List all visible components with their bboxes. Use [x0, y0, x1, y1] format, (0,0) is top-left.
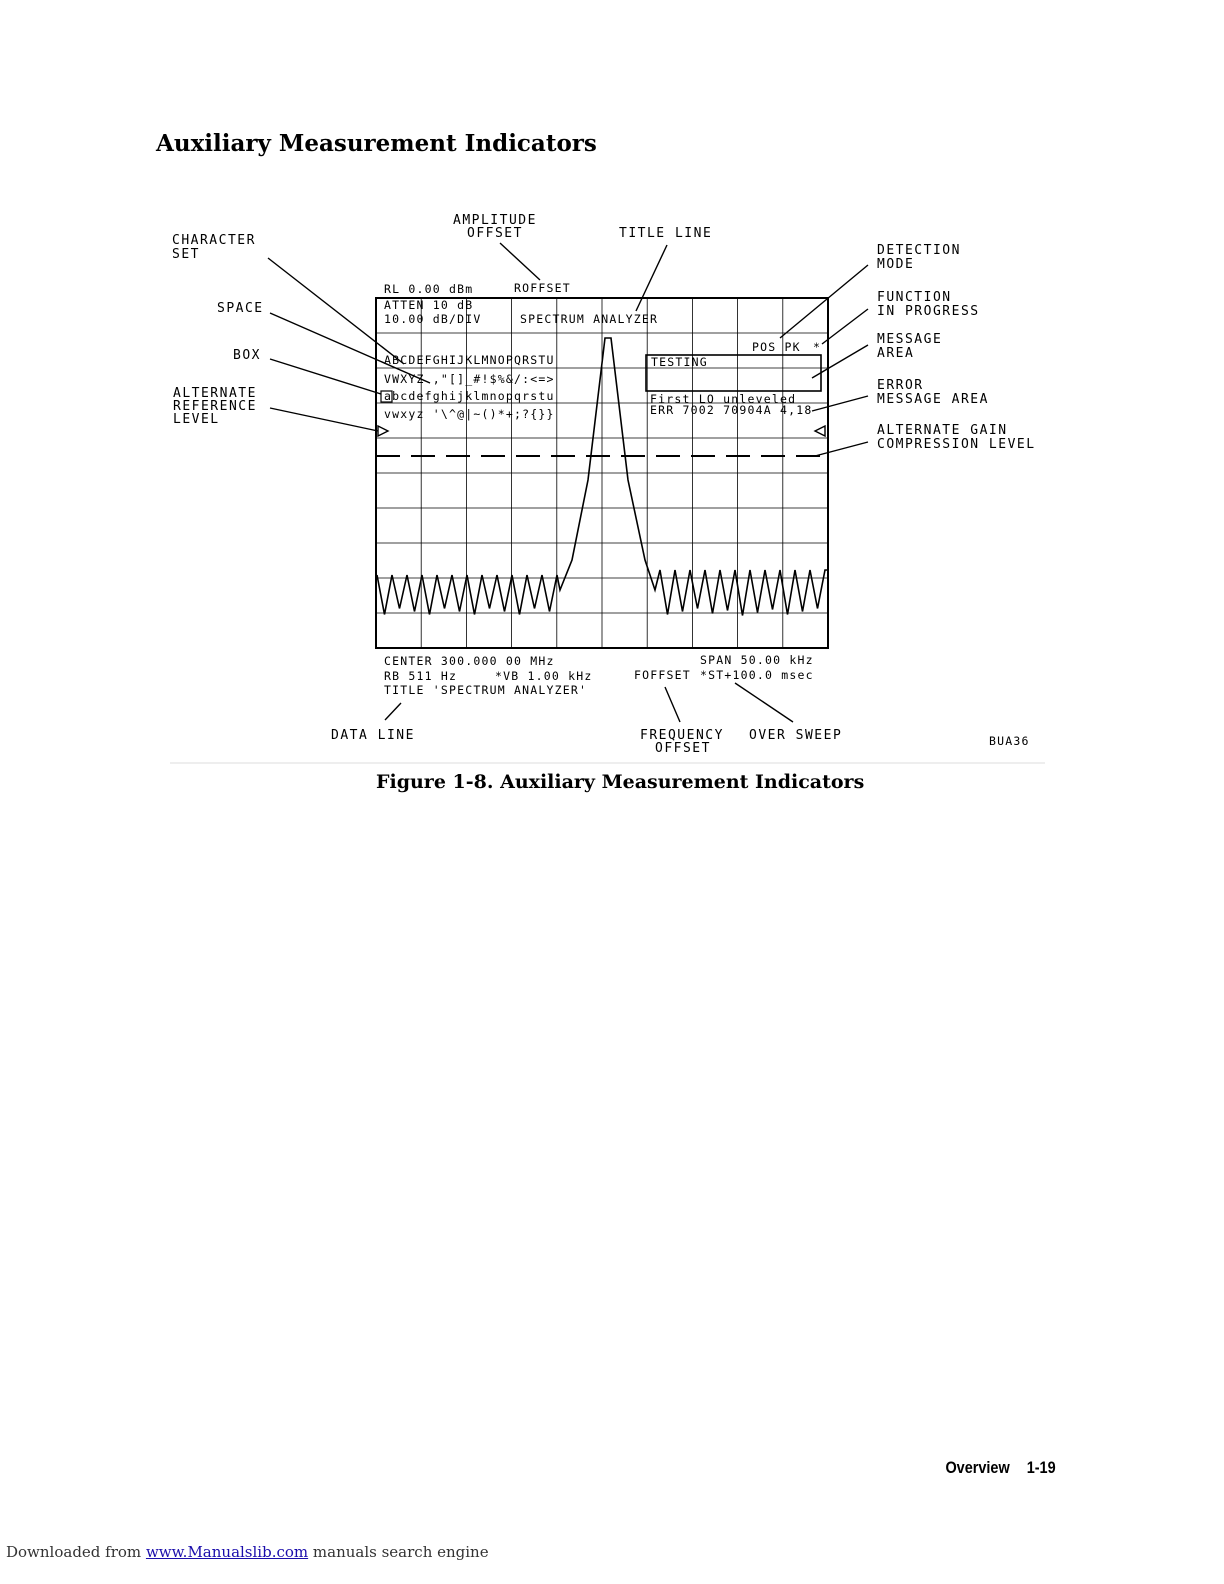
label-character-set-1: CHARACTER — [172, 233, 256, 248]
leader-title-line — [636, 245, 667, 311]
label-alternate-reference-1: ALTERNATE — [173, 386, 257, 401]
span-text: SPAN 50.00 kHz — [700, 653, 814, 667]
leader-data-line — [385, 703, 401, 720]
figure-code: BUA36 — [989, 734, 1030, 748]
foffset-text: FOFFSET — [634, 668, 691, 682]
charset-line-2: VWXYZ ,"[]_#!$%&/:<=> — [384, 372, 555, 386]
title-data-text: TITLE 'SPECTRUM ANALYZER' — [384, 683, 588, 697]
download-notice — [6, 1543, 489, 1561]
rbw-text: RB 511 Hz — [384, 669, 458, 683]
charset-line-4: vwxyz '\^@|~()*+;?{}} — [384, 407, 555, 421]
charset-line-3: abcdefghijklmnopqrstu — [384, 389, 555, 403]
leader-gain-compression — [815, 442, 868, 456]
download-suffix: manuals search engine — [312, 1543, 489, 1561]
screen-title-text: SPECTRUM ANALYZER — [520, 312, 659, 326]
function-in-progress-marker: * — [813, 340, 822, 354]
label-alternate-reference-3: LEVEL — [173, 412, 220, 427]
label-function-in-progress-1: FUNCTION — [877, 290, 952, 305]
leader-box — [270, 359, 381, 394]
leader-frequency-offset — [665, 687, 680, 722]
label-character-set-2: SET — [172, 247, 200, 262]
center-text: CENTER 300.000 00 MHz — [384, 654, 555, 668]
label-function-in-progress-2: IN PROGRESS — [877, 304, 980, 319]
error-line-1: First LO unleveled — [650, 392, 797, 406]
footer-section: Overview — [945, 1458, 1011, 1477]
charset-line-1: ABCDEFGHIJKLMNOPQRSTU — [384, 353, 555, 367]
label-error-message-area-2: MESSAGE AREA — [877, 392, 989, 407]
section-heading: Auxiliary Measurement Indicators — [156, 130, 597, 157]
label-frequency-offset-2: OFFSET — [655, 741, 711, 756]
label-space: SPACE — [217, 301, 264, 316]
figure-caption: Figure 1-8. Auxiliary Measurement Indicators — [376, 771, 865, 793]
leader-over-sweep — [735, 683, 793, 722]
label-message-area-1: MESSAGE — [877, 332, 943, 347]
label-amplitude-offset-2: OFFSET — [467, 226, 523, 241]
footer-page-number: 1-19 — [1027, 1458, 1056, 1477]
label-message-area-2: AREA — [877, 346, 915, 361]
label-gain-compression-1: ALTERNATE GAIN — [877, 423, 1008, 438]
scale-text: 10.00 dB/DIV — [384, 312, 482, 326]
label-amplitude-offset-1: AMPLITUDE — [453, 213, 537, 228]
sweep-text: *ST+100.0 msec — [700, 668, 814, 682]
alternate-reference-marker-right — [815, 426, 825, 436]
page-footer — [929, 1458, 1056, 1478]
leader-detection-mode — [780, 265, 868, 338]
manualslib-link[interactable]: www.Manualslib.com — [145, 1543, 309, 1561]
label-alternate-reference-2: REFERENCE — [173, 399, 257, 414]
error-line-2: ERR 7002 70904A 4,18 — [650, 403, 813, 417]
label-box: BOX — [233, 348, 261, 363]
label-detection-mode-1: DETECTION — [877, 243, 961, 258]
roffset-text: ROFFSET — [514, 281, 571, 295]
label-title-line: TITLE LINE — [619, 226, 713, 241]
leader-amplitude-offset — [500, 243, 540, 280]
label-frequency-offset-1: FREQUENCY — [640, 728, 724, 743]
label-gain-compression-2: COMPRESSION LEVEL — [877, 437, 1036, 452]
message-text: TESTING — [651, 355, 708, 369]
leader-error-message-area — [812, 396, 868, 411]
leader-alternate-reference-level — [270, 408, 378, 431]
atten-text: ATTEN 10 dB — [384, 298, 474, 312]
download-prefix: Downloaded from — [6, 1543, 142, 1561]
vbw-text: *VB 1.00 kHz — [495, 669, 593, 683]
label-data-line: DATA LINE — [331, 728, 415, 743]
label-detection-mode-2: MODE — [877, 257, 915, 272]
label-over-sweep: OVER SWEEP — [749, 728, 843, 743]
ref-level-text: RL 0.00 dBm — [384, 282, 474, 296]
label-error-message-area-1: ERROR — [877, 378, 924, 393]
alternate-reference-marker-left — [378, 426, 388, 436]
detection-mode-text: POS PK — [752, 340, 801, 354]
